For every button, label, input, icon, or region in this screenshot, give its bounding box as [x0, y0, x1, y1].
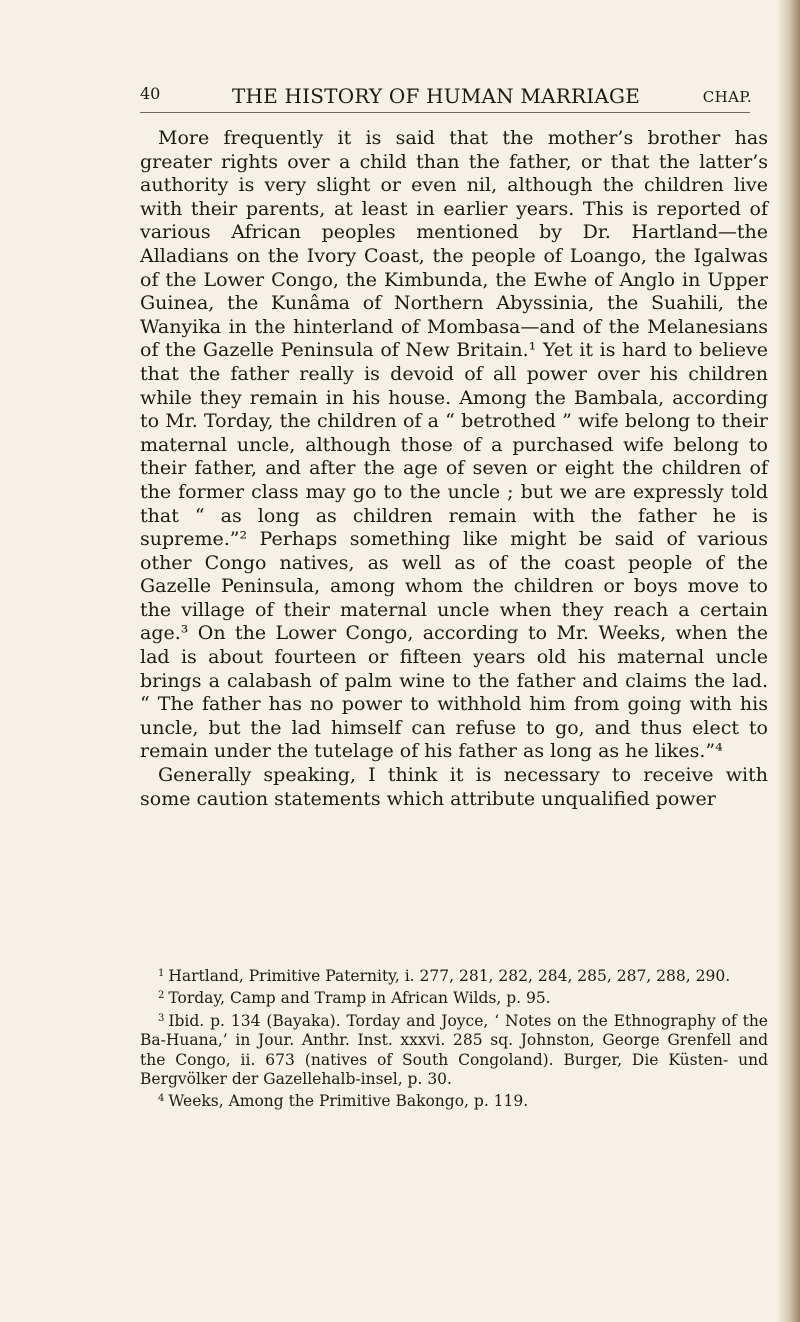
page-edge-shadow: [776, 0, 800, 1322]
footnote-text: Weeks, Among the Primitive Bakongo, p. 119.: [168, 1092, 529, 1111]
footnote: [140, 964, 768, 986]
footnote: [140, 1009, 768, 1090]
footnote: [140, 986, 768, 1008]
running-header: [140, 84, 768, 108]
header-rule: [140, 112, 750, 113]
footnote-text: Ibid. p. 134 (Bayaka). Torday and Joyce, ‘ Notes on the Ethnography of the Ba-Huana,’ in Jour. Anthr. Inst. xxxvi. 285 sq. Johnston, George Grenfell and the Congo, ii. 673 (natives of South Congoland). Burger, Die Küsten- und Bergvölker der Gazellehalb-insel, p. 30.: [140, 1011, 768, 1089]
footnote: [140, 1089, 768, 1111]
paragraph: More frequently it is said that the mother’s brother has greater rights over a child than the father, or that the latter’s authority is very slight or even nil, although the children live with their parents, at least in earlier years. This is reported of various African peoples mentioned by Dr. Hartland—the Alladians on the Ivory Coast, the people of Loango, the Igalwas of the Lower Congo, the Kimbunda, the Ewhe of Anglo in Upper Guinea, the Kunâma of Northern Abyssinia, the Suahili, the Wanyika in the hinterland of Mombasa—and of the Melanesians of the Gazelle Peninsula of New Britain.¹ Yet it is hard to believe that the father really is devoid of all power over his children while they remain in his house. Among the Bambala, according to Mr. Torday, the children of a “ betrothed ” wife belong to their maternal uncle, although those of a purchased wife belong to their father, and after the age of seven or eight the children of the former class may go to the uncle ; but we are expressly told that “ as long as children remain with the father he is supreme.”² Perhaps something like might be said of various other Congo natives, as well as of the coast people of the Gazelle Peninsula, among whom the children or boys move to the village of their maternal uncle when they reach a certain age.³ On the Lower Congo, according to Mr. Weeks, when the lad is about fourteen or fifteen years old his maternal uncle brings a calabash of palm wine to the father and claims the lad. “ The father has no power to withhold him from going with his uncle, but the lad himself can refuse to go, and thus elect to remain under the tutelage of his father as long as he likes.”⁴: [140, 127, 768, 763]
footnote-number: 2: [158, 990, 165, 1002]
paragraph: Generally speaking, I think it is necessary to receive with some caution statements which attribute unqualified power: [140, 764, 768, 810]
running-title: THE HISTORY OF HUMAN MARRIAGE: [232, 84, 640, 108]
footnote-number: 4: [158, 1093, 165, 1105]
chapter-label: CHAP.: [702, 88, 752, 106]
footnote-text: Torday, Camp and Tramp in African Wilds, p. 95.: [168, 989, 551, 1008]
footnote-number: 3: [158, 1012, 165, 1024]
footnote-number: 1: [158, 968, 165, 979]
main-text: [140, 127, 768, 811]
footnotes: [140, 964, 768, 1112]
footnote-text: Hartland, Primitive Paternity, i. 277, 281, 282, 284, 285, 287, 288, 290.: [168, 967, 731, 985]
page-number: 40: [140, 84, 161, 103]
